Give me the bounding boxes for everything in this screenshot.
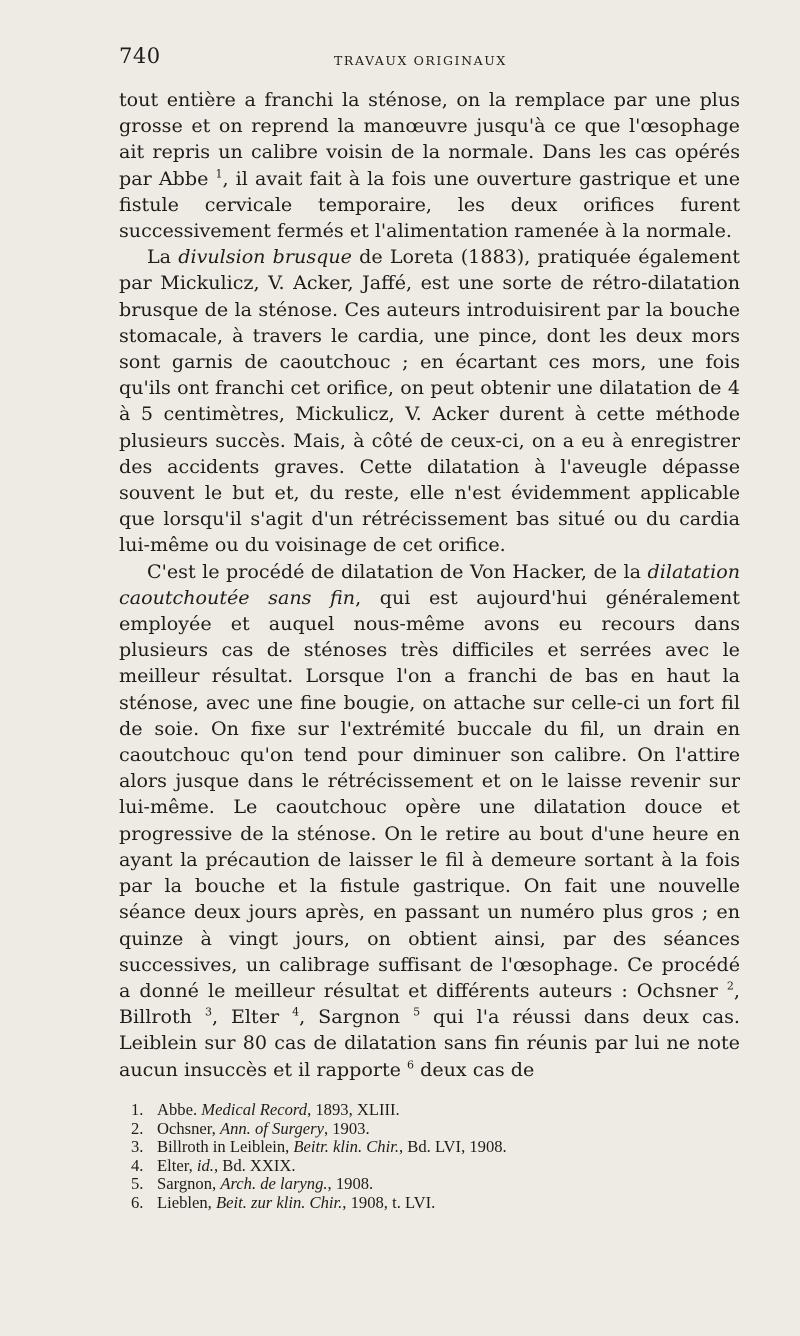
footnote-5: 5. Sargnon, Arch. de laryng., 1908. <box>131 1174 374 1194</box>
footnote-ref-2: 2 <box>726 979 734 993</box>
paragraph-3: C'est le procédé de dilatation de Von Hacker, de la dilatation caoutchoutée sans fin, qui est aujourd'hui généralement employée et auquel nous-même avons eu recours dans plusieurs cas de sténoses très difficiles et serrées avec le meilleur résultat. Lorsque l'on a franchi de bas en haut la sténose, avec une fine bougie, on attache sur celle-ci un fort fil de soie. On fixe sur l'extrémité buccale du fil, un drain en caoutchouc qu'on tend pour diminuer son calibre. On l'attire alors jusque dans le rétrécissement et on le laisse revenir sur lui-même. Le caoutchouc opère une dilatation douce et progressive de la sténose. On le retire au bout d'une heure en ayant la précaution de laisser le fil à demeure sortant à la fois par la bouche et la fistule gastrique. On fait une nouvelle séance deux jours après, en passant un numéro plus gros ; en quinze à vingt jours, on obtient ainsi, par des séances successives, un calibrage suffisant de l'œsophage. Ce procédé a donné le meilleur résultat et différents auteurs : Ochsner $^2$, Billroth $^3$, Elter $^4$, Sargnon $^5$ qui l'a réussi dans deux cas. Leiblein sur 80 cas de dilatation sans fin réunis par lui ne note aucun insuccès et il rapporte $^6$ deux cas de <box>119 559 741 1081</box>
footnote-1: 1. Abbe. Medical Record, 1893, XLIII. <box>131 1100 400 1119</box>
running-head: TRAVAUX ORIGINAUX <box>334 53 507 68</box>
page-header <box>119 44 739 78</box>
paragraph-2: La divulsion brusque de Loreta (1883), pratiquée également par Mickulicz, V. Acker, Jaffé, est une sorte de rétro-dilatation brusque de la sténose. Ces auteurs introduisirent par la bouche stomacale, à travers le cardia, une pince, dont les deux mors sont garnis de caoutchouc ; en écartant ces mors, une fois qu'ils ont franchi cet orifice, on peut obtenir une dilatation de 4 à 5 centimètres, Mickulicz, V. Acker durent à cette méthode plusieurs succès. Mais, à côté de ceux-ci, on a eu à enregistrer des accidents graves. Cette dilatation à l'aveugle dépasse souvent le but et, du reste, elle n'est évidemment applicable que lorsqu'il s'agit d'un rétrécissement bas situé ou du cardia lui-même ou du voisinage de cet orifice. <box>119 245 740 557</box>
paragraph-1: tout entière a franchi la sténose, on la remplace par une plus grosse et on reprend la manœuvre jusqu'à ce que l'œsophage ait repris un calibre voisin de la normale. Dans les cas opérés par Abbe $^1$, il avait fait à la fois une ouverture gastrique et une fistule cervicale temporaire, les deux orifices furent successivement fermés et l'alimentation ramenée à la normale. <box>119 88 741 243</box>
footnote-6: 6. Lieblen, Beit. zur klin. Chir., 1908, t. LVI. <box>131 1192 436 1212</box>
emphasis-dilatation: dilatation caoutchoutée sans fin <box>119 559 740 609</box>
footnote-ref-6: 6 <box>407 1058 415 1072</box>
emphasis-divulsion: divulsion brusque <box>178 245 352 269</box>
footnote-ref-4: 4 <box>292 1005 300 1019</box>
footnote-ref-1: 1 <box>215 167 223 181</box>
footnote-ref-5: 5 <box>413 1005 421 1019</box>
body-text <box>119 87 740 1083</box>
footnote-ref-3: 3 <box>204 1005 212 1019</box>
footnote-3: 3. Billroth in Leiblein, Beitr. klin. Chir., Bd. LVI, 1908. <box>131 1137 507 1157</box>
footnote-2: 2. Ochsner, Ann. of Surgery, 1903. <box>131 1118 370 1138</box>
footnotes <box>131 1101 691 1213</box>
footnote-4: 4. Elter, id., Bd. XXIX. <box>131 1155 296 1175</box>
page-number: 740 <box>119 44 161 68</box>
